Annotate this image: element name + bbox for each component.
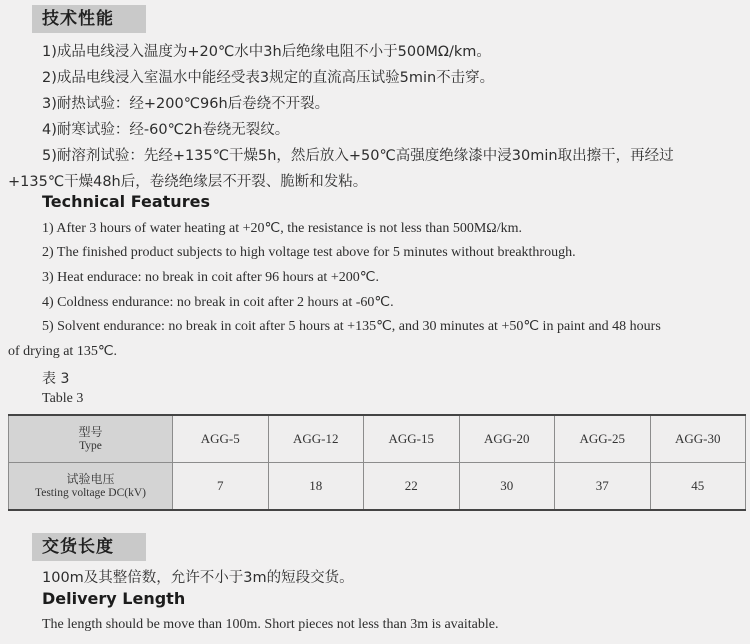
table-cell-model: AGG-12	[268, 415, 364, 463]
delivery-text-en: The length should be move than 100m. Short pieces not less than 3m is avaitable.	[42, 617, 499, 632]
voltage-label-cn: 试验电压	[66, 472, 115, 486]
section-heading-delivery-length: Delivery Length	[42, 589, 186, 608]
type-label-en: Type	[79, 440, 102, 452]
table-cell-model: AGG-5	[173, 415, 269, 463]
test-voltage-table	[8, 414, 746, 511]
table-caption-cn: 表 3	[42, 371, 70, 387]
table-row-voltage	[9, 463, 746, 511]
table-caption-en: Table 3	[42, 391, 84, 406]
feature-item-5-continued: of drying at 135℃.	[8, 344, 118, 359]
tech-item-2: 2)成品电线浸入室温水中能经受表3规定的直流高压试验5min不击穿。	[42, 70, 495, 86]
row-header-type	[9, 415, 173, 463]
table-cell-model: AGG-15	[364, 415, 460, 463]
type-label-cn: 型号	[78, 425, 103, 439]
table-cell-voltage: 30	[459, 463, 555, 511]
tech-item-5-continued: +135℃干燥48h后，卷绕绝缘层不开裂、脆断和发粘。	[8, 174, 368, 190]
table-cell-model: AGG-30	[650, 415, 746, 463]
feature-item-4: 4) Coldness endurance: no break in coit after 2 hours at -60℃.	[42, 295, 394, 310]
table-cell-voltage: 45	[650, 463, 746, 511]
tech-item-3: 3)耐热试验：经+200℃96h后卷绕不开裂。	[42, 96, 330, 112]
table-cell-voltage: 22	[364, 463, 460, 511]
feature-item-1: 1) After 3 hours of water heating at +20℃, the resistance is not less than 500MΩ/km.	[42, 221, 522, 236]
feature-item-3: 3) Heat endurace: no break in coit after 96 hours at +200℃.	[42, 270, 379, 285]
table-cell-model: AGG-25	[555, 415, 651, 463]
table-row-type	[9, 415, 746, 463]
section-heading-technical-features: Technical Features	[42, 192, 210, 211]
tech-item-1: 1)成品电线浸入温度为+20℃水中3h后绝缘电阻不小于500MΩ/km。	[42, 44, 491, 60]
tech-item-5: 5)耐溶剂试验：先经+135℃干燥5h，然后放入+50℃高强度绝缘漆中浸30min取出擦干，再经过	[42, 148, 674, 164]
delivery-text-cn: 100m及其整倍数，允许不小于3m的短段交货。	[42, 570, 354, 586]
section-heading-delivery-cn: 交货长度	[32, 533, 146, 561]
voltage-label-en: Testing voltage DC(kV)	[35, 487, 146, 499]
table-cell-voltage: 18	[268, 463, 364, 511]
section-heading-tech-performance: 技术性能	[32, 5, 146, 33]
feature-item-2: 2) The finished product subjects to high voltage test above for 5 minutes without breakthrough.	[42, 245, 576, 260]
feature-item-5: 5) Solvent endurance: no break in coit after 5 hours at +135℃, and 30 minutes at +50℃ in paint and 48 hours	[42, 319, 661, 334]
table-cell-model: AGG-20	[459, 415, 555, 463]
row-header-voltage	[9, 463, 173, 511]
table-cell-voltage: 7	[173, 463, 269, 511]
tech-item-4: 4)耐寒试验：经-60℃2h卷绕无裂纹。	[42, 122, 290, 138]
table-cell-voltage: 37	[555, 463, 651, 511]
